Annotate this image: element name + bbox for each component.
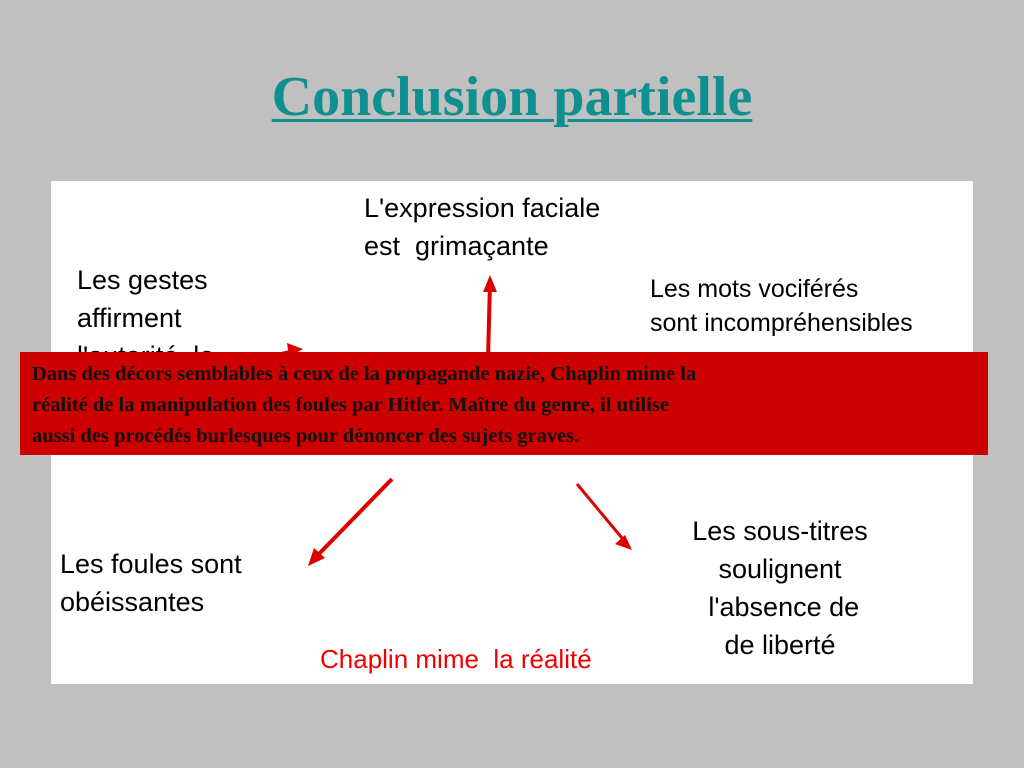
- node-gestures: Les gestes affirment: [77, 265, 208, 333]
- arrow-to-subtitles: [577, 484, 632, 550]
- arrow-to-facial-expression: [483, 275, 497, 359]
- node-words: Les mots vociférés sont incompréhensibles: [650, 275, 913, 337]
- summary-banner: [20, 352, 988, 455]
- node-crowds: Les foules sont obéissantes: [60, 549, 242, 617]
- node-facial-expression: L'expression faciale est grimaçante: [364, 193, 601, 261]
- slide-title: Conclusion partielle: [271, 66, 753, 128]
- node-subtitles: Les sous-titres soulignent l'absence de de liberté: [692, 516, 868, 660]
- center-caption: Chaplin mime la réalité: [320, 644, 592, 674]
- arrow-to-crowds: [308, 479, 392, 566]
- summary-text: Dans des décors semblables à ceux de la propagande nazie, Chaplin mime la réalité de la manipulation des foules par Hitler. Maître du genre, il utilise aussi des procédés burlesques pour dénoncer des sujets graves.: [32, 363, 697, 447]
